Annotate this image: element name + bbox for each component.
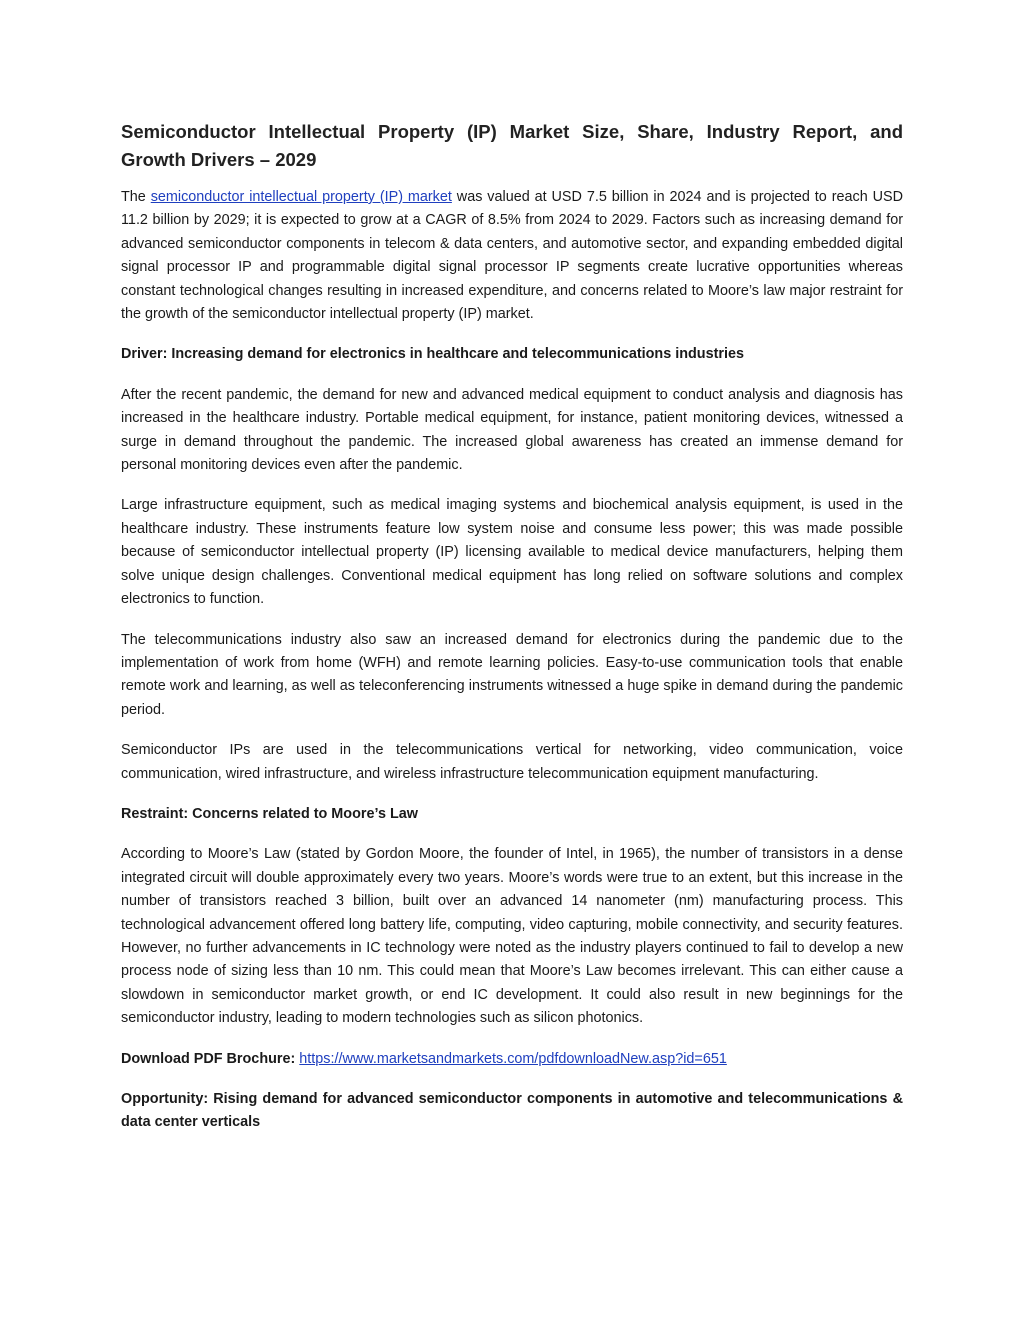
document-page (121, 118, 903, 1152)
intro-suffix: was valued at USD 7.5 billion in 2024 and is projected to reach USD 11.2 billion by 2029; it is expected to grow at a CAGR of 8.5% from 2024 to 2029. Factors such as increasing demand for advanced semiconductor components in telecom & data centers, and automotive sector, and expanding embedded digital signal processor IP and programmable digital signal processor IP segments create lucrative opportunities whereas constant technological changes resulting in increased expenditure, and concerns related to Moore’s law major restraint for the growth of the semiconductor intellectual property (IP) market. (121, 189, 903, 323)
intro-paragraph (121, 186, 903, 326)
opportunity-heading: Opportunity: Rising demand for advanced semiconductor components in automotive and telecommunications & data center verticals (121, 1091, 903, 1131)
intro-prefix: The (121, 189, 151, 205)
restraint-heading: Restraint: Concerns related to Moore’s Law (121, 805, 418, 822)
driver-paragraph-1: After the recent pandemic, the demand for new and advanced medical equipment to conduct analysis and diagnosis has increased in the healthcare industry. Portable medical equipment, for instance, patient monitoring devices, witnessed a surge in demand throughout the pandemic. The increased global awareness has created an immense demand for personal monitoring devices even after the pandemic. (121, 386, 903, 474)
market-link[interactable]: semiconductor intellectual property (IP) market (150, 189, 452, 205)
restraint-paragraph: According to Moore’s Law (stated by Gordon Moore, the founder of Intel, in 1965), the number of transistors in a dense integrated circuit will double approximately every two years. Moore’s words were true to an extent, but this increase in the number of transistors reached 3 billion, built over an advanced 14 nanometer (nm) manufacturing process. This technological advancement offered long battery life, computing, video capturing, mobile connectivity, and security features. However, no further advancements in IC technology were noted as the industry players continued to fail to develop a new process node of sizing less than 10 nm. This could mean that Moore’s Law becomes irrelevant. This can either cause a slowdown in semiconductor market growth, or end IC development. It could also result in new beginnings for the semiconductor industry, leading to modern technologies such as silicon photonics. (121, 846, 903, 1027)
document-title: Semiconductor Intellectual Property (IP) Market Size, Share, Industry Report, and Growth Drivers – 2029 (121, 121, 903, 170)
driver-paragraph-4: Semiconductor IPs are used in the telecommunications vertical for networking, video communication, voice communication, wired infrastructure, and wireless infrastructure telecommunication equipment manufacturing. (121, 742, 903, 782)
driver-heading: Driver: Increasing demand for electronics in healthcare and telecommunications industries (121, 346, 744, 363)
download-link[interactable]: https://www.marketsandmarkets.com/pdfdownloadNew.asp?id=651 (299, 1050, 727, 1067)
download-label: Download PDF Brochure: (121, 1050, 296, 1067)
driver-paragraph-3: The telecommunications industry also saw an increased demand for electronics during the pandemic due to the implementation of work from home (WFH) and remote learning policies. Easy-to-use communication tools that enable remote work and learning, as well as teleconferencing instruments witnessed a huge spike in demand during the pandemic period. (121, 631, 903, 718)
download-line (121, 1048, 903, 1071)
driver-paragraph-2: Large infrastructure equipment, such as medical imaging systems and biochemical analysis equipment, is used in the healthcare industry. These instruments feature low system noise and consume less power; this was made possible because of semiconductor intellectual property (IP) licensing available to medical device manufacturers, helping them solve unique design challenges. Conventional medical equipment has long relied on software solutions and complex electronics to function. (121, 497, 903, 608)
